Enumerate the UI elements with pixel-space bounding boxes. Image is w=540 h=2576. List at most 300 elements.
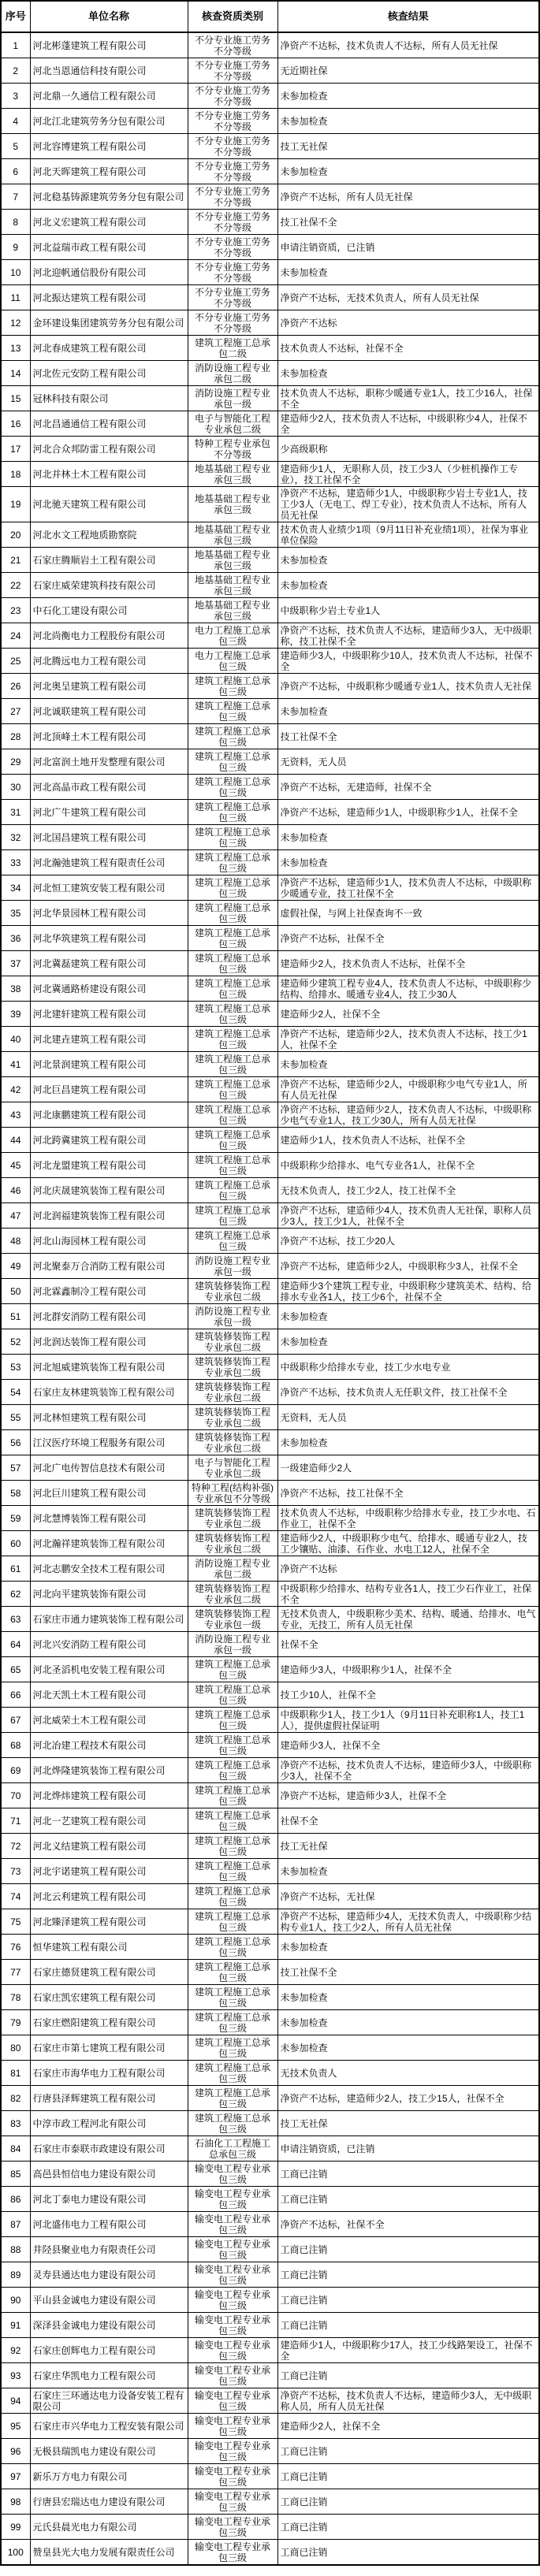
cell-no: 58 (1, 1481, 30, 1506)
table-row (1, 1077, 539, 1102)
cell-result: 未参加检查 (277, 1304, 539, 1329)
cell-no: 51 (1, 1304, 30, 1329)
cell-no: 75 (1, 1909, 30, 1935)
table-row (1, 724, 539, 749)
cell-result: 建造师少建筑工程专业4人，技术负责人不达标，中级职称少结构、给排水、暖通专业4人，技工少30人 (277, 976, 539, 1002)
cell-result: 净资产不达标，建造师少4人，技术负责人无社保，职称人员少3人，技工少1人，社保不全 (277, 1203, 539, 1229)
cell-no: 1 (1, 32, 30, 58)
cell-no: 81 (1, 2061, 30, 2086)
cell-result: 申请注销资质，已注销 (277, 2136, 539, 2162)
cell-name: 高邑县恒信电力建设有限公司 (30, 2162, 188, 2187)
table-row (1, 2515, 539, 2540)
table-row (1, 1682, 539, 1708)
cell-name: 中淳市政工程河北有限公司 (30, 2111, 188, 2136)
cell-result: 技术负责人业绩少1项（9月11日补充业绩1项），社保为事业单位保险 (277, 522, 539, 548)
cell-name: 河北彬蓬建筑工程有限公司 (30, 32, 188, 58)
cell-result: 建造师少3人，社保不全 (277, 1733, 539, 1758)
cell-no: 34 (1, 875, 30, 901)
cell-result: 净资产不达标，无技术负责人，所有人员无社保 (277, 285, 539, 310)
table-row (1, 800, 539, 825)
cell-no: 49 (1, 1254, 30, 1279)
cell-result: 技工社保不全 (277, 724, 539, 749)
cell-category: 不分专业施工劳务不分等级 (188, 184, 277, 210)
cell-name: 河北容博建筑工程有限公司 (30, 134, 188, 159)
cell-no: 38 (1, 976, 30, 1002)
cell-name: 中石化工建设有限公司 (30, 598, 188, 623)
table-row (1, 58, 539, 84)
table-row (1, 1859, 539, 1884)
cell-name: 河北跨冀建筑工程有限公司 (30, 1128, 188, 1153)
cell-no: 98 (1, 2489, 30, 2515)
cell-name: 石家庄凯宏建筑工程有限公司 (30, 1985, 188, 2010)
cell-name: 河北鼎一久通信工程有限公司 (30, 84, 188, 109)
cell-name: 河北合众邦防雷工程有限公司 (30, 437, 188, 462)
table-row (1, 1632, 539, 1657)
cell-category: 建筑工程施工总承包三级 (188, 1783, 277, 1808)
cell-no: 41 (1, 1052, 30, 1077)
cell-category: 建筑装修装饰工程专业承包二级 (188, 1405, 277, 1430)
cell-result: 未参加检查 (277, 1052, 539, 1077)
cell-no: 47 (1, 1203, 30, 1229)
cell-category: 电力工程施工总承包三级 (188, 623, 277, 649)
cell-category: 输变电工程专业承包三级 (188, 2515, 277, 2540)
cell-result: 净资产不达标，社保不全 (277, 926, 539, 951)
cell-result: 净资产不达标，所有人员无社保 (277, 184, 539, 210)
cell-name: 河北旭威建筑装饰工程有限公司 (30, 1355, 188, 1380)
table-row (1, 1102, 539, 1128)
cell-category: 建筑工程施工总承包三级 (188, 1027, 277, 1052)
cell-category: 建筑工程施工总承包三级 (188, 875, 277, 901)
cell-no: 88 (1, 2237, 30, 2262)
cell-category: 输变电工程专业承包三级 (188, 2414, 277, 2439)
cell-result: 工商已注销 (277, 2515, 539, 2540)
header-row (1, 1, 539, 32)
cell-category: 建筑工程施工总承包三级 (188, 1657, 277, 1682)
cell-result: 中级职称少给排水、结构专业各1人，技工少石作业工，社保不全 (277, 1582, 539, 1607)
table-row (1, 749, 539, 775)
table-row (1, 1556, 539, 1582)
cell-name: 灵寿县通达电力建设有限公司 (30, 2262, 188, 2288)
cell-category: 不分专业施工劳务不分等级 (188, 260, 277, 285)
cell-no: 89 (1, 2262, 30, 2288)
table-row (1, 649, 539, 674)
table-row (1, 1405, 539, 1430)
cell-no: 53 (1, 1355, 30, 1380)
cell-no: 31 (1, 800, 30, 825)
cell-category: 建筑工程施工总承包三级 (188, 850, 277, 875)
cell-category: 建筑工程施工总承包三级 (188, 1985, 277, 2010)
table-row (1, 2187, 539, 2212)
cell-category: 输变电工程专业承包三级 (188, 2212, 277, 2237)
cell-result: 技术负责人不达标，社保不全 (277, 336, 539, 361)
cell-no: 61 (1, 1556, 30, 1582)
table-row (1, 1758, 539, 1783)
cell-no: 85 (1, 2162, 30, 2187)
header-name: 单位名称 (30, 1, 188, 32)
cell-category: 建筑工程施工总承包三级 (188, 1909, 277, 1935)
cell-category: 建筑工程施工总承包三级 (188, 674, 277, 699)
cell-name: 河北天晖建筑工程有限公司 (30, 159, 188, 184)
cell-category: 建筑工程施工总承包三级 (188, 1229, 277, 1254)
cell-category: 消防设施工程专业承包一级 (188, 1632, 277, 1657)
cell-result: 净资产不达标，无建造师，社保不全 (277, 775, 539, 800)
cell-category: 消防设施工程专业承包一级 (188, 1304, 277, 1329)
cell-no: 97 (1, 2464, 30, 2489)
cell-category: 建筑装修装饰工程专业承包二级 (188, 1582, 277, 1607)
cell-no: 65 (1, 1657, 30, 1682)
cell-no: 2 (1, 58, 30, 84)
cell-no: 9 (1, 235, 30, 260)
table-row (1, 1481, 539, 1506)
cell-result: 未参加检查 (277, 1859, 539, 1884)
table-row (1, 573, 539, 598)
table-row (1, 310, 539, 336)
cell-no: 52 (1, 1329, 30, 1355)
cell-category: 输变电工程专业承包三级 (188, 2388, 277, 2414)
cell-name: 河北威荣土木工程有限公司 (30, 1708, 188, 1733)
table-row (1, 2212, 539, 2237)
header-result: 核查结果 (277, 1, 539, 32)
cell-name: 河北水文工程地质勘察院 (30, 522, 188, 548)
cell-result: 未参加检查 (277, 159, 539, 184)
cell-result: 建造师少2人，技术负责人不达标，中级职称少4人，社保不全 (277, 411, 539, 437)
cell-result: 虚假社保，与网上社保查询不一致 (277, 901, 539, 926)
cell-no: 14 (1, 361, 30, 386)
table-row (1, 674, 539, 699)
cell-no: 22 (1, 573, 30, 598)
cell-no: 73 (1, 1859, 30, 1884)
cell-name: 河北林恒建筑工程有限公司 (30, 1405, 188, 1430)
table-row (1, 1884, 539, 1909)
cell-no: 42 (1, 1077, 30, 1102)
cell-result: 技工少10人，社保不全 (277, 1682, 539, 1708)
cell-result: 建造师少1人，无职称人员，技工少3人（少桩机操作工专业），技工社保不全 (277, 462, 539, 487)
cell-result: 净资产不达标，建造师少3人，社保不全 (277, 1783, 539, 1808)
table-row (1, 1254, 539, 1279)
cell-no: 16 (1, 411, 30, 437)
cell-name: 井陉县聚业电力有限责任公司 (30, 2237, 188, 2262)
cell-category: 电子与智能化工程专业承包二级 (188, 411, 277, 437)
table-row (1, 951, 539, 976)
table-row (1, 2035, 539, 2061)
cell-no: 95 (1, 2414, 30, 2439)
table-row (1, 1380, 539, 1405)
cell-result: 未参加检查 (277, 850, 539, 875)
table-row (1, 411, 539, 437)
cell-result: 工商已注销 (277, 2237, 539, 2262)
cell-result: 建造师少3人，中级职称少10人，技术负责人不达标，社保不全 (277, 649, 539, 674)
cell-result: 工商已注销 (277, 2464, 539, 2489)
cell-no: 83 (1, 2111, 30, 2136)
cell-name: 金环建设集团建筑劳务分包有限公司 (30, 310, 188, 336)
cell-result: 建造师少2人，技术负责人不达标，社保不全 (277, 951, 539, 976)
cell-name: 河北高晶市政工程有限公司 (30, 775, 188, 800)
table-row (1, 1153, 539, 1178)
cell-name: 河北广牛建筑工程有限公司 (30, 800, 188, 825)
table-body (1, 32, 539, 2565)
cell-name: 河北并林土木工程有限公司 (30, 462, 188, 487)
cell-result: 净资产不达标，技工少20人 (277, 1229, 539, 1254)
cell-result: 净资产不达标，技工社保不全 (277, 1481, 539, 1506)
cell-result: 净资产不达标 (277, 1556, 539, 1582)
table-row (1, 134, 539, 159)
cell-category: 建筑装修装饰工程专业承包二级 (188, 1380, 277, 1405)
cell-result: 未参加检查 (277, 573, 539, 598)
table-row (1, 1178, 539, 1203)
table-row (1, 487, 539, 522)
cell-name: 河北春成建筑工程有限公司 (30, 336, 188, 361)
cell-name: 河北兴安消防工程有限公司 (30, 1632, 188, 1657)
cell-name: 石家庄市泰联市政建设有限公司 (30, 2136, 188, 2162)
cell-result: 技工社保不全 (277, 1960, 539, 1985)
table-row (1, 623, 539, 649)
cell-result: 技工无社保 (277, 2111, 539, 2136)
cell-name: 河北诚联建筑工程有限公司 (30, 699, 188, 724)
cell-no: 69 (1, 1758, 30, 1783)
table-row (1, 1279, 539, 1304)
table-row (1, 1203, 539, 1229)
table-row (1, 976, 539, 1002)
cell-name: 河北臻泽建筑工程有限公司 (30, 1909, 188, 1935)
table-row (1, 2388, 539, 2414)
cell-result: 未参加检查 (277, 361, 539, 386)
cell-category: 建筑装修装饰工程专业承包二级 (188, 1279, 277, 1304)
cell-result: 净资产不达标，中级职称少暖通专业1人，技术负责人无社保 (277, 674, 539, 699)
cell-name: 石家庄威荣建筑科技有限公司 (30, 573, 188, 598)
cell-result: 工商已注销 (277, 2187, 539, 2212)
cell-result: 净资产不达标，建造师少2人，技工少15人，社保不全 (277, 2086, 539, 2111)
cell-no: 78 (1, 1985, 30, 2010)
cell-name: 河北振达建筑工程有限公司 (30, 285, 188, 310)
cell-category: 输变电工程专业承包三级 (188, 2262, 277, 2288)
cell-no: 36 (1, 926, 30, 951)
cell-category: 建筑工程施工总承包三级 (188, 2010, 277, 2035)
cell-no: 29 (1, 749, 30, 775)
cell-result: 未参加检查 (277, 2035, 539, 2061)
cell-no: 79 (1, 2010, 30, 2035)
cell-no: 91 (1, 2313, 30, 2338)
cell-no: 93 (1, 2363, 30, 2388)
cell-no: 54 (1, 1380, 30, 1405)
cell-name: 河北志鹏安全技术工程有限公司 (30, 1556, 188, 1582)
cell-category: 输变电工程专业承包三级 (188, 2313, 277, 2338)
cell-category: 消防设施工程专业承包一级 (188, 386, 277, 411)
header-category: 核查资质类别 (188, 1, 277, 32)
table-row (1, 2338, 539, 2363)
cell-name: 河北腾远电力工程有限公司 (30, 649, 188, 674)
cell-no: 17 (1, 437, 30, 462)
table-row (1, 2061, 539, 2086)
cell-result: 未参加检查 (277, 1985, 539, 2010)
cell-no: 46 (1, 1178, 30, 1203)
table-row (1, 159, 539, 184)
cell-no: 40 (1, 1027, 30, 1052)
cell-name: 石家庄三环通达电力设备安装工程有限公司 (30, 2388, 188, 2414)
cell-no: 37 (1, 951, 30, 976)
cell-name: 河北顶峰土木工程有限公司 (30, 724, 188, 749)
cell-category: 电子与智能化工程专业承包二级 (188, 1455, 277, 1481)
cell-no: 77 (1, 1960, 30, 1985)
table-row (1, 1960, 539, 1985)
cell-result: 中级职称少1人，技工少1人（9月11日补充职称1人，技工1人），提供虚假社保证明 (277, 1708, 539, 1733)
cell-name: 河北驰天建筑工程有限公司 (30, 487, 188, 522)
cell-name: 河北一艺建筑工程有限公司 (30, 1808, 188, 1834)
table-row (1, 1304, 539, 1329)
table-row (1, 1985, 539, 2010)
cell-name: 河北天凯土木工程有限公司 (30, 1682, 188, 1708)
cell-category: 输变电工程专业承包三级 (188, 2288, 277, 2313)
cell-no: 27 (1, 699, 30, 724)
cell-category: 建筑工程施工总承包三级 (188, 749, 277, 775)
cell-no: 7 (1, 184, 30, 210)
cell-no: 6 (1, 159, 30, 184)
cell-category: 建筑装修装饰工程专业承包二级 (188, 1531, 277, 1556)
table-row (1, 2363, 539, 2388)
cell-name: 河北义宏建筑工程有限公司 (30, 210, 188, 235)
cell-result: 工商已注销 (277, 2262, 539, 2288)
cell-category: 建筑装修装饰工程专业承包二级 (188, 1430, 277, 1455)
cell-no: 72 (1, 1834, 30, 1859)
cell-result: 净资产不达标，技术负责人无任职文件，技工社保不全 (277, 1380, 539, 1405)
cell-category: 消防设施工程专业承包一级 (188, 1254, 277, 1279)
table-row (1, 462, 539, 487)
cell-category: 建筑工程施工总承包三级 (188, 1077, 277, 1102)
cell-name: 江汉医疗环境工程服务有限公司 (30, 1430, 188, 1455)
table-row (1, 1430, 539, 1455)
cell-result: 无资料，无人员 (277, 1405, 539, 1430)
table-row (1, 1834, 539, 1859)
cell-name: 河北富润土地开发整理有限公司 (30, 749, 188, 775)
cell-no: 11 (1, 285, 30, 310)
cell-name: 河北冶建工程技术有限公司 (30, 1733, 188, 1758)
cell-name: 河北广电传智信息技术有限公司 (30, 1455, 188, 1481)
cell-name: 平山县金诚电力建设有限公司 (30, 2288, 188, 2313)
cell-category: 建筑装修装饰工程专业承包二级 (188, 1355, 277, 1380)
cell-category: 输变电工程专业承包三级 (188, 2338, 277, 2363)
table-row (1, 1002, 539, 1027)
cell-no: 15 (1, 386, 30, 411)
cell-no: 67 (1, 1708, 30, 1733)
cell-result: 工商已注销 (277, 2363, 539, 2388)
cell-category: 地基基础工程专业承包三级 (188, 487, 277, 522)
cell-category: 消防设施工程专业承包二级 (188, 1556, 277, 1582)
cell-result: 技术负责人不达标，中级职称少给排水专业，技工少水电、石作业工，社保不全 (277, 1506, 539, 1531)
cell-name: 河北冀磊建筑工程有限公司 (30, 951, 188, 976)
cell-name: 河北山海园林工程有限公司 (30, 1229, 188, 1254)
cell-result: 净资产不达标，建造师少1人，中级职称少岩土专业1人，技工少3人（无电工、焊工专业），技术负责人不达标，所有人员无社保 (277, 487, 539, 522)
cell-category: 特种工程(结构补强)专业承包不分等级 (188, 1481, 277, 1506)
cell-category: 输变电工程专业承包三级 (188, 2489, 277, 2515)
cell-result: 技工社保不全 (277, 210, 539, 235)
table-row (1, 1657, 539, 1682)
cell-result: 中级职称少给排水专业，技工少水电专业 (277, 1355, 539, 1380)
cell-name: 河北景润建筑工程有限公司 (30, 1052, 188, 1077)
cell-name: 石家庄市兴华电力工程安装有限公司 (30, 2414, 188, 2439)
cell-name: 河北巨昌建筑工程有限公司 (30, 1077, 188, 1102)
table-row (1, 437, 539, 462)
cell-result: 工商已注销 (277, 2439, 539, 2464)
cell-name: 河北烨炜建筑工程有限公司 (30, 1783, 188, 1808)
cell-category: 输变电工程专业承包三级 (188, 2237, 277, 2262)
cell-category: 不分专业施工劳务不分等级 (188, 235, 277, 260)
table-row (1, 850, 539, 875)
cell-no: 26 (1, 674, 30, 699)
cell-no: 90 (1, 2288, 30, 2313)
cell-result: 一级建造师少2人 (277, 1455, 539, 1481)
cell-category: 建筑工程施工总承包三级 (188, 901, 277, 926)
cell-name: 河北奥呈建筑工程有限公司 (30, 674, 188, 699)
cell-category: 不分专业施工劳务不分等级 (188, 210, 277, 235)
cell-no: 56 (1, 1430, 30, 1455)
table-row (1, 775, 539, 800)
cell-no: 99 (1, 2515, 30, 2540)
cell-category: 地基基础工程专业承包三级 (188, 462, 277, 487)
cell-no: 63 (1, 1607, 30, 1632)
table-row (1, 2464, 539, 2489)
cell-result: 建造师少3人，中级职称少1人，社保不全 (277, 1657, 539, 1682)
cell-result: 未参加检查 (277, 109, 539, 134)
cell-category: 建筑工程施工总承包三级 (188, 2086, 277, 2111)
cell-name: 石家庄友林建筑装饰工程有限公司 (30, 1380, 188, 1405)
table-row (1, 1531, 539, 1556)
cell-category: 输变电工程专业承包三级 (188, 2439, 277, 2464)
table-row (1, 210, 539, 235)
cell-name: 河北润达装饰工程有限公司 (30, 1329, 188, 1355)
cell-result: 净资产不达标，无社保 (277, 1884, 539, 1909)
cell-no: 12 (1, 310, 30, 336)
cell-name: 河北义结建筑工程有限公司 (30, 1834, 188, 1859)
table-row (1, 235, 539, 260)
cell-result: 未参加检查 (277, 825, 539, 850)
cell-no: 45 (1, 1153, 30, 1178)
cell-category: 不分专业施工劳务不分等级 (188, 310, 277, 336)
cell-category: 建筑工程施工总承包三级 (188, 2061, 277, 2086)
table-row (1, 1733, 539, 1758)
table-header (1, 1, 539, 32)
cell-name: 石家庄市海华电力工程有限公司 (30, 2061, 188, 2086)
cell-category: 建筑工程施工总承包三级 (188, 1808, 277, 1834)
cell-result: 少高级职称 (277, 437, 539, 462)
cell-result: 净资产不达标 (277, 310, 539, 336)
table-row (1, 522, 539, 548)
cell-category: 建筑工程施工总承包三级 (188, 1153, 277, 1178)
cell-category: 地基基础工程专业承包三级 (188, 522, 277, 548)
table-row (1, 361, 539, 386)
cell-category: 建筑工程施工总承包三级 (188, 2035, 277, 2061)
cell-result: 技工无社保 (277, 134, 539, 159)
cell-no: 59 (1, 1506, 30, 1531)
cell-name: 石家庄腾顺岩土工程有限公司 (30, 548, 188, 573)
cell-category: 建筑装修装饰工程专业承包二级 (188, 1506, 277, 1531)
cell-result: 工商已注销 (277, 2489, 539, 2515)
cell-no: 76 (1, 1935, 30, 1960)
cell-name: 河北巨川建筑工程有限公司 (30, 1481, 188, 1506)
cell-result: 未参加检查 (277, 260, 539, 285)
cell-name: 河北当恩通信科技有限公司 (30, 58, 188, 84)
cell-result: 建造师少1人，中级职称少17人，技工少线路架设工，社保不全 (277, 2338, 539, 2363)
cell-result: 工商已注销 (277, 2288, 539, 2313)
cell-name: 赞皇县光大电力发展有限责任公司 (30, 2540, 188, 2566)
table-row (1, 1783, 539, 1808)
cell-name: 河北华景园林工程有限公司 (30, 901, 188, 926)
cell-no: 18 (1, 462, 30, 487)
cell-name: 无极县瑞凯电力建设有限公司 (30, 2439, 188, 2464)
cell-result: 未参加检查 (277, 548, 539, 573)
cell-result: 未参加检查 (277, 699, 539, 724)
cell-category: 不分专业施工劳务不分等级 (188, 58, 277, 84)
table-row (1, 1229, 539, 1254)
cell-no: 87 (1, 2212, 30, 2237)
